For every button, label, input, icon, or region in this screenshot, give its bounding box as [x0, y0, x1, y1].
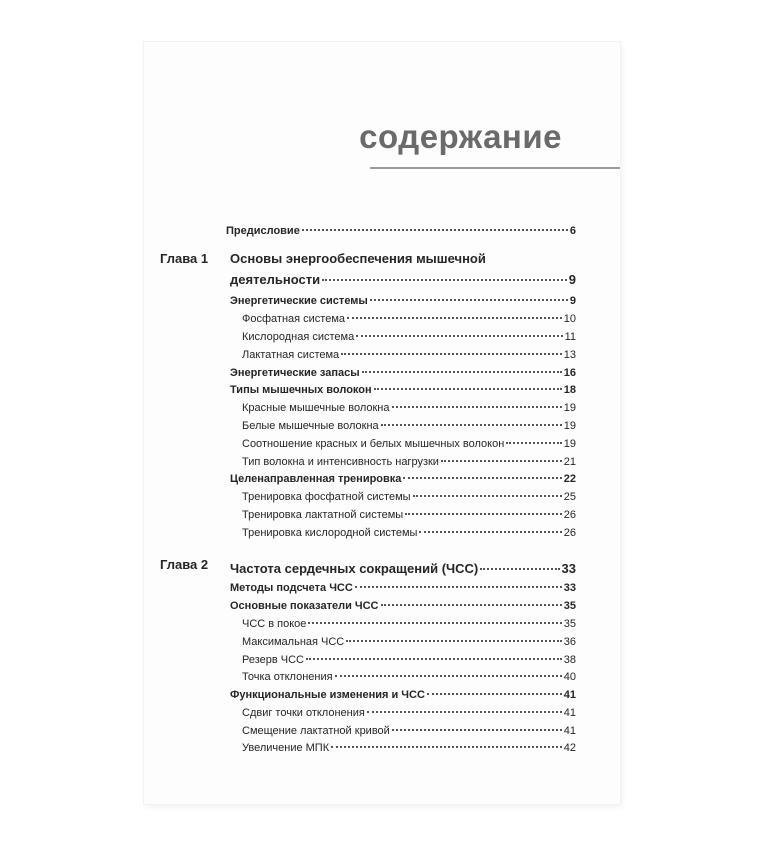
toc-entry-page: 9 — [569, 295, 576, 307]
dot-leader — [362, 357, 562, 373]
toc-entry-label: Функциональные изменения и ЧСС — [230, 689, 425, 701]
dot-leader — [392, 392, 562, 408]
dot-leader — [441, 446, 562, 462]
chapter-title-line: Основы энергообеспечения мышечной — [230, 251, 486, 266]
toc-entry-label: ЧСС в покое — [242, 618, 307, 630]
toc-entry-label: Лактатная система — [242, 349, 340, 361]
dot-leader — [322, 265, 567, 281]
toc-entry-page: 42 — [563, 742, 576, 754]
dot-leader — [480, 554, 559, 570]
toc-entry-page: 21 — [563, 456, 576, 468]
toc-entry-page: 19 — [563, 402, 576, 414]
dot-leader — [356, 321, 562, 337]
dot-leader — [427, 679, 562, 695]
toc-entry-page: 38 — [563, 654, 576, 666]
toc-entry-label: Соотношение красных и белых мышечных волокон — [242, 438, 505, 450]
toc-entry-label: Сдвиг точки отклонения — [242, 707, 365, 719]
toc-entry-label: Тренировка фосфатной системы — [242, 491, 411, 503]
dot-leader — [381, 410, 562, 426]
toc-entry-label: Энергетические системы — [230, 295, 368, 307]
dot-leader — [335, 661, 562, 677]
toc-entry-page: 41 — [563, 689, 576, 701]
toc-entry-page: 22 — [563, 473, 576, 485]
dot-leader — [419, 517, 561, 533]
toc-entry-label: Точка отклонения — [242, 671, 333, 683]
dot-leader — [302, 215, 568, 231]
toc-entry-page: 25 — [563, 491, 576, 503]
toc-entry-label: Целенаправленная тренировка — [230, 473, 402, 485]
toc-entry-label: Тренировка кислородной системы — [242, 527, 418, 539]
toc-entry-label: Предисловие — [226, 225, 300, 237]
toc-entry-label: Смещение лактатной кривой — [242, 725, 390, 737]
toc-entry[interactable] — [226, 218, 576, 237]
dot-leader — [374, 374, 562, 390]
toc-entry-page: 41 — [563, 725, 576, 737]
toc-entry-label: Энергетические запасы — [230, 367, 360, 379]
toc-entry-label: Фосфатная система — [242, 313, 346, 325]
toc-entry-page: 40 — [563, 671, 576, 683]
toc-entry-page: 6 — [569, 225, 576, 237]
book-page — [144, 42, 620, 804]
toc-entry-page: 10 — [563, 313, 576, 325]
toc-entry-label: Белые мышечные волокна — [242, 420, 379, 432]
toc-entry-page: 19 — [563, 420, 576, 432]
toc-entry-label: Увеличение МПК — [242, 742, 330, 754]
toc-entry-label: Максимальная ЧСС — [242, 636, 345, 648]
table-of-contents — [144, 42, 620, 804]
dot-leader — [413, 481, 562, 497]
toc-entry-page: 11 — [564, 331, 576, 343]
toc-entry-label: Частота сердечных сокращений (ЧСС) — [230, 561, 479, 576]
page-title: содержание — [359, 118, 562, 155]
toc-entry-page: 19 — [563, 438, 576, 450]
toc-entry-label: Тип волокна и интенсивность нагрузки — [242, 456, 439, 468]
toc-entry-page: 26 — [563, 527, 576, 539]
toc-entry-label: Кислородная система — [242, 331, 355, 343]
toc-entry-page: 26 — [563, 509, 576, 521]
dot-leader — [346, 626, 562, 642]
dot-leader — [331, 732, 562, 748]
dot-leader — [308, 608, 561, 624]
dot-leader — [370, 285, 568, 301]
toc-entry-page: 35 — [563, 618, 576, 630]
toc-entry-page: 35 — [563, 600, 576, 612]
dot-leader — [367, 697, 562, 713]
toc-entry[interactable] — [242, 520, 576, 539]
toc-entry-label: Резерв ЧСС — [242, 654, 305, 666]
toc-entry[interactable] — [242, 735, 576, 754]
toc-entry-label: Типы мышечных волокон — [230, 384, 372, 396]
toc-entry-label: деятельности — [230, 272, 321, 287]
toc-entry-page: 16 — [563, 367, 576, 379]
toc-entry-label: Тренировка лактатной системы — [242, 509, 404, 521]
toc-entry-page: 13 — [563, 349, 576, 361]
toc-entry-page: 18 — [563, 384, 576, 396]
toc-entry-label: Красные мышечные волокна — [242, 402, 390, 414]
toc-entry-page: 33 — [563, 582, 576, 594]
dot-leader — [506, 428, 561, 444]
chapter-number: Глава 1 — [160, 251, 209, 266]
dot-leader — [381, 590, 562, 606]
chapter-number: Глава 2 — [160, 557, 209, 572]
dot-leader — [306, 644, 562, 660]
dot-leader — [347, 303, 562, 319]
toc-entry-label: Методы подсчета ЧСС — [230, 582, 353, 594]
toc-entry-page: 9 — [568, 272, 576, 287]
dot-leader — [341, 339, 562, 355]
dot-leader — [403, 463, 561, 479]
dot-leader — [405, 499, 562, 515]
toc-entry-label: Основные показатели ЧСС — [230, 600, 379, 612]
toc-entry-page: 33 — [561, 561, 576, 576]
toc-entry-page: 36 — [563, 636, 576, 648]
toc-entry-page: 41 — [563, 707, 576, 719]
dot-leader — [392, 715, 562, 731]
dot-leader — [355, 572, 562, 588]
